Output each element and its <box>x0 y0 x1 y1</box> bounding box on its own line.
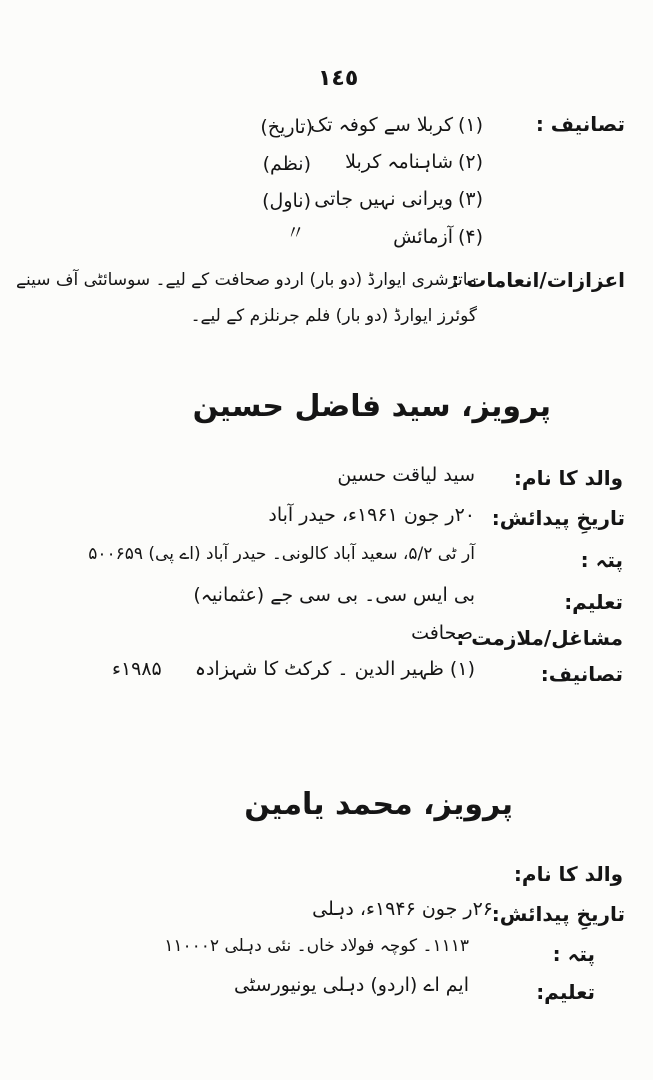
work-type: (ناول) <box>262 190 311 212</box>
awards-text-line2: گوئرز ایوارڈ (دو بار) فلم جرنلزم کے لیے۔ <box>190 306 477 326</box>
works-year: ۱۹۸۵ء <box>112 658 162 680</box>
address-label: پتہ : <box>580 548 623 572</box>
works-value: (۱) ظہیر الدین ۔ کرکٹ کا شہزادہ <box>194 658 475 680</box>
address-value: ۱۱۱۳۔ کوچہ فولاد خاں۔ نئی دہلی ۱۱۰۰۰۲ <box>164 936 469 956</box>
work-title: شاہنامہ کربلا <box>345 151 453 173</box>
work-type: (نظم) <box>262 153 311 175</box>
education-value: ایم اے (اردو) دہلی یونیورسٹی <box>233 974 469 996</box>
work-number: (۳) <box>457 188 483 210</box>
awards-label: اعزازات/انعامات : <box>451 268 625 292</box>
work-number: (۱) <box>457 114 483 136</box>
date-of-birth-value: ۲۶ر جون ۱۹۴۶ء، دہلی <box>312 898 493 920</box>
date-of-birth-label: تاریخِ پیدائش: <box>491 902 625 926</box>
date-of-birth-label: تاریخِ پیدائش: <box>491 506 625 530</box>
work-title: ویرانی نہیں جاتی <box>314 188 453 210</box>
work-type: 〃 <box>285 222 305 244</box>
occupation-value: صحافت <box>411 622 473 644</box>
work-title: آزمائش <box>393 226 453 248</box>
education-label: تعلیم: <box>564 590 623 614</box>
father-name-label: والد کا نام: <box>513 466 623 490</box>
entry-heading-mohammad-yamin: پرویز، محمد یامین <box>244 787 513 822</box>
works-label: تصانیف : <box>535 112 625 136</box>
address-value: آر ٹی ۵/۲، سعید آباد کالونی۔ حیدر آباد (اے پی) ۵۰۰۶۵۹ <box>88 544 475 564</box>
work-number: (۴) <box>457 226 483 248</box>
work-number: (۲) <box>457 151 483 173</box>
awards-text-line1: ماترشری ایوارڈ (دو بار) اردو صحافت کے لیے۔ سوسائٹی آف سینے <box>16 270 477 290</box>
works-label: تصانیف: <box>540 662 623 686</box>
work-title: کربلا سے کوفہ تک <box>310 114 453 136</box>
education-value: بی ایس سی۔ بی سی جے (عثمانیہ) <box>193 584 475 606</box>
entry-heading-fazil-hussain: پرویز، سید فاضل حسین <box>192 389 551 424</box>
date-of-birth-value: ۲۰ر جون ۱۹۶۱ء، حیدر آباد <box>268 504 475 526</box>
education-label: تعلیم: <box>536 980 595 1004</box>
address-label: پتہ : <box>552 942 595 966</box>
father-name-value: سید لیاقت حسین <box>337 464 475 486</box>
father-name-label: والد کا نام: <box>513 862 623 886</box>
work-type: (تاریخ) <box>260 116 313 138</box>
page-number: ١٤٥ <box>318 66 359 91</box>
occupation-label: مشاغل/ملازمت : <box>456 626 623 650</box>
